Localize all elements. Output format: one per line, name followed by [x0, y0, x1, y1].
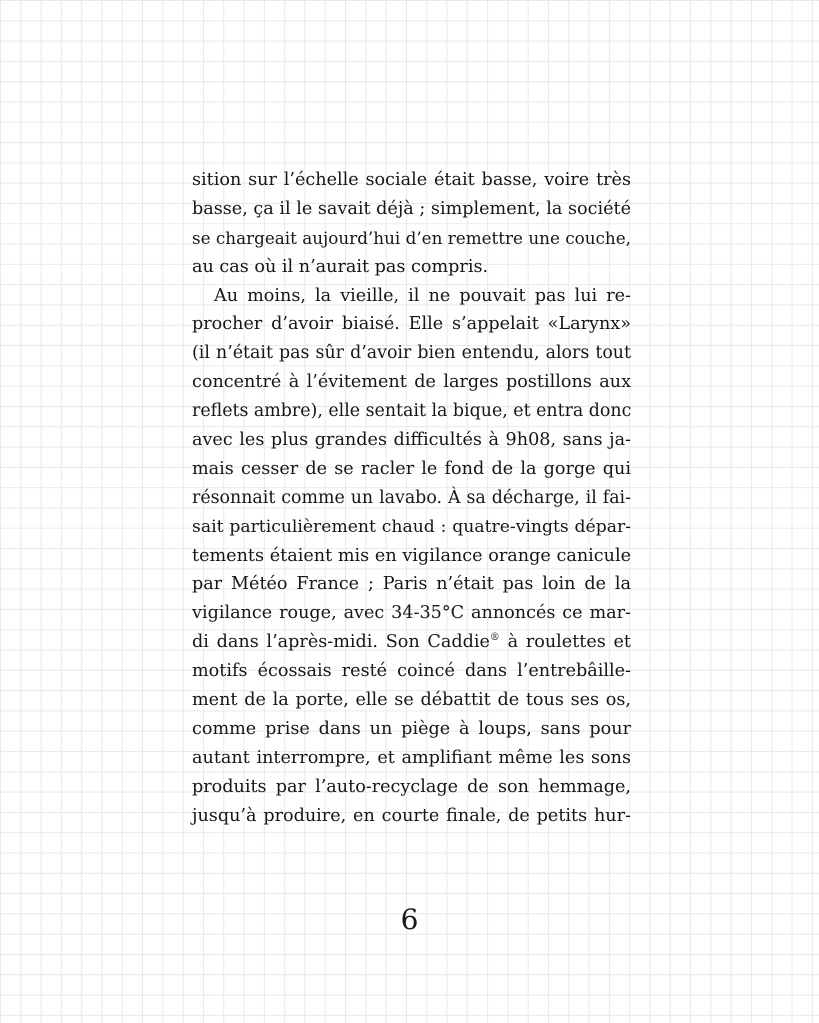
text-line: (il n’était pas sûr d’avoir bien entendu, alors tout [192, 343, 631, 364]
text-line: avec les plus grandes difficultés à 9h08, sans ja- [192, 430, 631, 451]
text-fragment: di dans l’après-midi. Son Caddie [192, 632, 490, 653]
text-line: comme prise dans un piège à loups, sans pour [192, 718, 631, 739]
paragraph [192, 166, 631, 282]
page-number: 6 [400, 903, 419, 936]
text-line: procher d’avoir biaisé. Elle s’appelait «Larynx» [192, 314, 631, 335]
text-line: concentré à l’évitement de larges postillons aux [192, 372, 631, 393]
registered-mark: ® [489, 632, 500, 644]
text-line: sait particulièrement chaud : quatre-vingts dépar- [192, 516, 631, 537]
text-line [192, 628, 631, 657]
text-line: sition sur l’échelle sociale était basse, voire très [192, 170, 631, 190]
text-line: jusqu’à produire, en courte finale, de petits hur- [192, 805, 631, 826]
text-line: résonnait comme un lavabo. À sa décharge, il fai- [192, 487, 631, 508]
text-line: par Météo France ; Paris n’était pas loin de la [192, 574, 631, 595]
text-line: vigilance rouge, avec 34-35°C annoncés ce mar- [192, 603, 631, 624]
body-text [192, 166, 631, 830]
paragraph [192, 282, 631, 831]
text-line: se chargeait aujourd’hui d’en remettre une couche, [192, 227, 631, 248]
text-line: autant interrompre, et amplifiant même les sons [192, 747, 631, 768]
text-line: basse, ça il le savait déjà ; simplement, la société [192, 198, 631, 219]
text-line: mais cesser de se racler le fond de la gorge qui [192, 458, 631, 479]
text-line: tements étaient mis en vigilance orange canicule [192, 545, 631, 566]
text-line: produits par l’auto-recyclage de son hemmage, [192, 776, 631, 797]
text-line: Au moins, la vieille, il ne pouvait pas lui re- [214, 285, 631, 306]
text-fragment: à roulettes et [499, 632, 631, 653]
text-line: reflets ambre), elle sentait la bique, et entra donc [192, 401, 632, 422]
text-line: motifs écossais resté coincé dans l’entrebâille- [192, 661, 631, 682]
text-line: au cas où il n’aurait pas compris. [192, 256, 489, 277]
text-line: ment de la porte, elle se débattit de tous ses os, [192, 690, 631, 711]
